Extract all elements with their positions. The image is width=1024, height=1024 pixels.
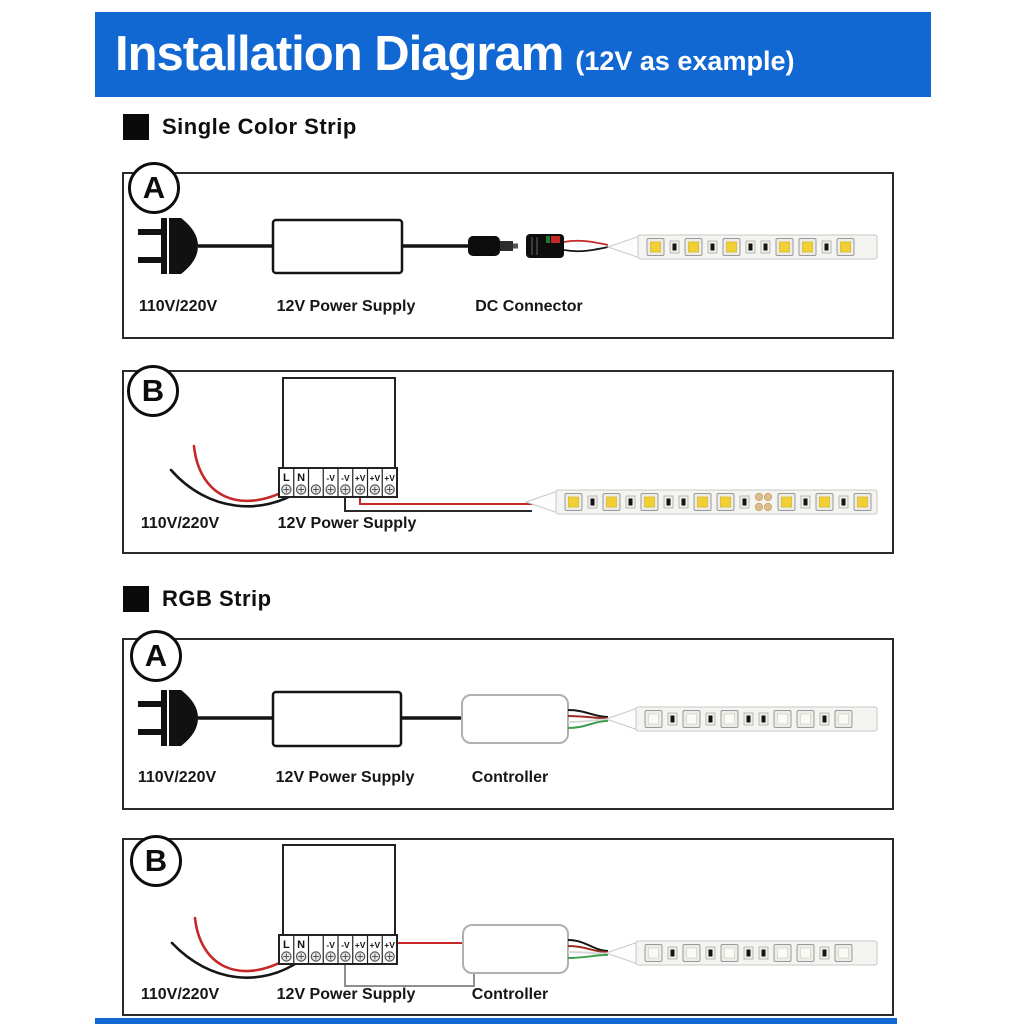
solder-pad	[764, 503, 771, 510]
bundle-wire	[568, 955, 608, 958]
power-supply-box	[273, 220, 402, 273]
label-power-supply: 12V Power Supply	[275, 769, 415, 786]
rgb-wire-bundle	[568, 710, 608, 728]
terminal-label: L	[283, 939, 290, 951]
strip-connector-tab	[606, 942, 638, 964]
terminal-label: +V	[384, 940, 395, 950]
label-input-voltage: 110V/220V	[137, 769, 217, 786]
variant-letter: A	[144, 638, 168, 673]
power-supply-box	[273, 692, 401, 746]
section-title-rgb: RGB Strip	[162, 586, 272, 611]
solder-pad	[755, 493, 762, 500]
terminal-label: -V	[326, 473, 335, 483]
power-plug-icon	[138, 218, 198, 274]
label-power-supply: 12V Power Supply	[276, 986, 416, 1003]
rgb-led-strip	[606, 707, 877, 731]
controller-box	[463, 925, 568, 973]
dc-male-plug	[468, 236, 500, 256]
single-color-led-strip	[526, 490, 877, 514]
terminal-label: -V	[326, 940, 335, 950]
variant-badge-rgb-a	[130, 630, 182, 682]
terminal-label: N	[297, 939, 306, 951]
ac-wire-red	[194, 446, 289, 501]
page-title: Installation Diagram	[115, 27, 564, 81]
output-wire-red	[360, 497, 534, 504]
terminal-label: -V	[341, 473, 350, 483]
label-power-supply: 12V Power Supply	[276, 298, 416, 315]
solder-pad	[755, 503, 762, 510]
label-input-voltage: 110V/220V	[140, 986, 220, 1003]
terminal-label: +V	[354, 473, 366, 483]
variant-letter: B	[144, 843, 168, 878]
variant-letter: B	[141, 373, 165, 408]
label-controller: Controller	[471, 986, 549, 1003]
power-supply-terminal-box	[279, 378, 397, 497]
terminal-label: +V	[354, 940, 366, 950]
terminal-label: N	[297, 472, 306, 484]
dc-output-wires	[345, 497, 534, 511]
variant-badge-single-a	[128, 162, 180, 214]
label-input-voltage: 110V/220V	[138, 298, 218, 315]
terminal-label: +V	[384, 473, 395, 483]
label-dc-connector: DC Connector	[475, 298, 583, 315]
terminal-label: L	[283, 472, 290, 484]
strip-connector-tab	[606, 708, 638, 730]
strip-connector-tab	[608, 236, 640, 258]
variant-badge-rgb-b	[130, 835, 182, 887]
power-plug-icon	[138, 690, 198, 746]
variant-badge-single-b	[127, 365, 179, 417]
solder-pad	[764, 493, 771, 500]
dc-connector-icon	[468, 234, 608, 258]
variant-letter: A	[142, 170, 166, 205]
input-wire-gray	[345, 964, 474, 986]
ac-wire-red	[195, 918, 289, 971]
section-title-single-color: Single Color Strip	[162, 114, 357, 139]
page-subtitle: (12V as example)	[575, 46, 795, 76]
power-supply-terminal-box	[279, 845, 397, 964]
rgb-wire-bundle	[568, 940, 608, 958]
label-controller: Controller	[471, 769, 549, 786]
single-color-led-strip	[608, 235, 877, 259]
strip-connector-tab	[526, 491, 558, 513]
terminal-label: -V	[341, 940, 350, 950]
label-input-voltage: 110V/220V	[140, 515, 220, 532]
rgb-led-strip	[606, 941, 877, 965]
terminal-label: +V	[369, 473, 381, 483]
terminal-label: +V	[369, 940, 381, 950]
controller-box	[462, 695, 568, 743]
label-power-supply: 12V Power Supply	[277, 515, 417, 532]
